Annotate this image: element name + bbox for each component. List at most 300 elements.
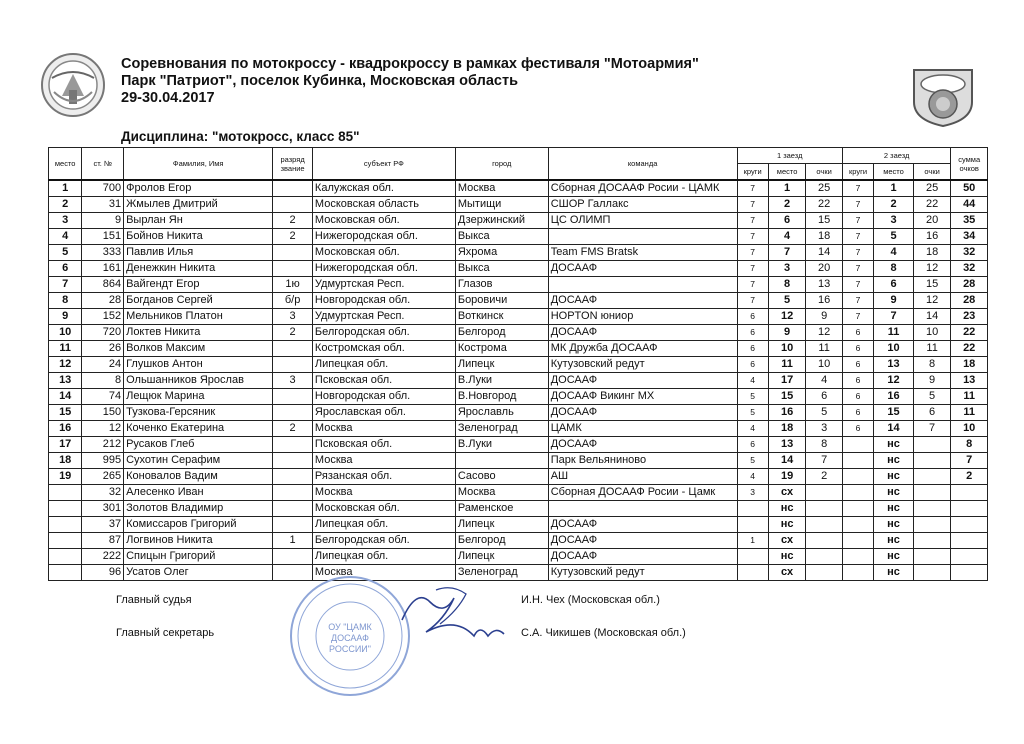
region-cell: Липецкая обл. xyxy=(312,517,455,533)
points-race2-cell: 7 xyxy=(913,421,951,437)
laps-race1-cell: 4 xyxy=(737,421,768,437)
laps-race2-cell xyxy=(842,469,873,485)
team-cell: ДОСААФ xyxy=(548,437,737,453)
team-cell: ЦС ОЛИМП xyxy=(548,213,737,229)
rank-cell: 1 xyxy=(273,533,313,549)
table-row xyxy=(49,389,988,405)
rank-cell: б/р xyxy=(273,293,313,309)
svg-text:РОССИИ": РОССИИ" xyxy=(329,644,371,654)
laps-race1-cell: 7 xyxy=(737,229,768,245)
city-cell: Зеленоград xyxy=(455,421,548,437)
place-cell: 14 xyxy=(49,389,82,405)
region-cell: Костромская обл. xyxy=(312,341,455,357)
place-race2-cell: 5 xyxy=(874,229,914,245)
place-race1-cell: 11 xyxy=(768,357,806,373)
total-points-cell: 28 xyxy=(951,293,988,309)
competition-title: Соревнования по мотокроссу - квадрокроссу в рамках фестиваля "Мотоармия" xyxy=(121,56,699,72)
points-race2-cell xyxy=(913,469,951,485)
athlete-name-cell: Ольшанников Ярослав xyxy=(124,373,273,389)
place-race1-cell: 9 xyxy=(768,325,806,341)
team-cell: ДОСААФ xyxy=(548,373,737,389)
points-race1-cell: 8 xyxy=(806,437,843,453)
athlete-name-cell: Коновалов Вадим xyxy=(124,469,273,485)
start-number-cell: 151 xyxy=(82,229,124,245)
city-cell: Выкса xyxy=(455,229,548,245)
team-cell: АШ xyxy=(548,469,737,485)
header-laps-1: круги xyxy=(737,164,768,181)
laps-race1-cell: 5 xyxy=(737,453,768,469)
judge-label: Главный судья xyxy=(116,594,192,606)
laps-race1-cell: 3 xyxy=(737,485,768,501)
header-rank: разряд звание xyxy=(273,148,313,181)
rank-cell xyxy=(273,180,313,197)
place-cell: 2 xyxy=(49,197,82,213)
city-cell: Выкса xyxy=(455,261,548,277)
laps-race2-cell xyxy=(842,565,873,581)
start-number-cell: 96 xyxy=(82,565,124,581)
team-cell: Сборная ДОСААФ Росии - Цамк xyxy=(548,485,737,501)
place-cell: 9 xyxy=(49,309,82,325)
place-race2-cell: 9 xyxy=(874,293,914,309)
points-race2-cell: 8 xyxy=(913,357,951,373)
header-number: ст. № xyxy=(82,148,124,181)
place-race1-cell: 17 xyxy=(768,373,806,389)
points-race1-cell: 14 xyxy=(806,245,843,261)
rank-cell xyxy=(273,485,313,501)
city-cell: Воткинск xyxy=(455,309,548,325)
laps-race2-cell: 7 xyxy=(842,229,873,245)
team-cell: ДОСААФ Викинг МХ xyxy=(548,389,737,405)
header-total: сумма очков xyxy=(951,148,988,181)
city-cell: Сасово xyxy=(455,469,548,485)
points-race1-cell: 11 xyxy=(806,341,843,357)
place-cell xyxy=(49,485,82,501)
start-number-cell: 150 xyxy=(82,405,124,421)
table-row xyxy=(49,437,988,453)
rank-cell xyxy=(273,261,313,277)
place-race1-cell: 3 xyxy=(768,261,806,277)
place-cell: 12 xyxy=(49,357,82,373)
points-race2-cell: 15 xyxy=(913,277,951,293)
points-race2-cell xyxy=(913,485,951,501)
judge-name: И.Н. Чех (Московская обл.) xyxy=(521,594,660,606)
laps-race1-cell: 4 xyxy=(737,373,768,389)
start-number-cell: 161 xyxy=(82,261,124,277)
start-number-cell: 32 xyxy=(82,485,124,501)
laps-race1-cell xyxy=(737,549,768,565)
total-points-cell: 50 xyxy=(951,180,988,197)
place-race2-cell: нс xyxy=(874,437,914,453)
start-number-cell: 87 xyxy=(82,533,124,549)
place-cell: 6 xyxy=(49,261,82,277)
city-cell: Дзержинский xyxy=(455,213,548,229)
laps-race1-cell: 6 xyxy=(737,341,768,357)
start-number-cell: 333 xyxy=(82,245,124,261)
place-race1-cell: 8 xyxy=(768,277,806,293)
total-points-cell: 13 xyxy=(951,373,988,389)
table-row xyxy=(49,341,988,357)
rank-cell: 3 xyxy=(273,309,313,325)
athlete-name-cell: Сухотин Серафим xyxy=(124,453,273,469)
city-cell: Мытищи xyxy=(455,197,548,213)
place-race1-cell: нс xyxy=(768,501,806,517)
header-pts-1: очки xyxy=(806,164,843,181)
points-race2-cell: 22 xyxy=(913,197,951,213)
rank-cell xyxy=(273,197,313,213)
place-race1-cell: 16 xyxy=(768,405,806,421)
place-race1-cell: 7 xyxy=(768,245,806,261)
start-number-cell: 74 xyxy=(82,389,124,405)
start-number-cell: 9 xyxy=(82,213,124,229)
place-race2-cell: 7 xyxy=(874,309,914,325)
rank-cell xyxy=(273,501,313,517)
laps-race1-cell: 5 xyxy=(737,405,768,421)
start-number-cell: 864 xyxy=(82,277,124,293)
athlete-name-cell: Комиссаров Григорий xyxy=(124,517,273,533)
points-race2-cell: 12 xyxy=(913,293,951,309)
place-cell: 1 xyxy=(49,180,82,197)
total-points-cell xyxy=(951,533,988,549)
start-number-cell: 995 xyxy=(82,453,124,469)
place-race1-cell: нс xyxy=(768,517,806,533)
svg-text:ДОСААФ: ДОСААФ xyxy=(331,633,369,643)
laps-race1-cell: 6 xyxy=(737,437,768,453)
rank-cell xyxy=(273,245,313,261)
place-race2-cell: 6 xyxy=(874,277,914,293)
laps-race2-cell: 7 xyxy=(842,213,873,229)
total-points-cell: 32 xyxy=(951,261,988,277)
table-row xyxy=(49,213,988,229)
region-cell: Калужская обл. xyxy=(312,180,455,197)
rank-cell xyxy=(273,517,313,533)
team-cell xyxy=(548,501,737,517)
region-cell: Москва xyxy=(312,485,455,501)
laps-race1-cell: 7 xyxy=(737,213,768,229)
event-date: 29-30.04.2017 xyxy=(121,90,215,106)
place-cell: 19 xyxy=(49,469,82,485)
dosaaf-logo xyxy=(40,52,106,118)
city-cell xyxy=(455,453,548,469)
region-cell: Псковская обл. xyxy=(312,437,455,453)
athlete-name-cell: Вайгендт Егор xyxy=(124,277,273,293)
place-cell: 18 xyxy=(49,453,82,469)
points-race1-cell xyxy=(806,533,843,549)
total-points-cell: 35 xyxy=(951,213,988,229)
rank-cell xyxy=(273,389,313,405)
total-points-cell: 23 xyxy=(951,309,988,325)
signature xyxy=(396,580,508,646)
points-race2-cell: 18 xyxy=(913,245,951,261)
header-laps-2: круги xyxy=(842,164,873,181)
total-points-cell xyxy=(951,565,988,581)
document-header xyxy=(121,56,699,107)
team-cell: Парк Вельяниново xyxy=(548,453,737,469)
athlete-name-cell: Бойнов Никита xyxy=(124,229,273,245)
laps-race2-cell: 7 xyxy=(842,261,873,277)
start-number-cell: 212 xyxy=(82,437,124,453)
team-cell xyxy=(548,277,737,293)
points-race2-cell xyxy=(913,533,951,549)
place-cell: 8 xyxy=(49,293,82,309)
results-table xyxy=(48,147,988,581)
city-cell: В.Луки xyxy=(455,373,548,389)
city-cell: Москва xyxy=(455,180,548,197)
points-race1-cell: 12 xyxy=(806,325,843,341)
laps-race2-cell xyxy=(842,533,873,549)
athlete-name-cell: Денежкин Никита xyxy=(124,261,273,277)
place-race2-cell: 12 xyxy=(874,373,914,389)
table-row xyxy=(49,309,988,325)
points-race1-cell: 10 xyxy=(806,357,843,373)
laps-race2-cell: 7 xyxy=(842,245,873,261)
total-points-cell xyxy=(951,517,988,533)
points-race2-cell: 6 xyxy=(913,405,951,421)
place-cell: 17 xyxy=(49,437,82,453)
region-cell: Белгородская обл. xyxy=(312,533,455,549)
venue: Парк "Патриот", поселок Кубинка, Московская область xyxy=(121,73,518,89)
athlete-name-cell: Фролов Егор xyxy=(124,180,273,197)
points-race2-cell xyxy=(913,437,951,453)
total-points-cell: 22 xyxy=(951,341,988,357)
header-name: Фамилия, Имя xyxy=(124,148,273,181)
athlete-name-cell: Логвинов Никита xyxy=(124,533,273,549)
results-body xyxy=(49,180,988,581)
athlete-name-cell: Золотов Владимир xyxy=(124,501,273,517)
start-number-cell: 8 xyxy=(82,373,124,389)
points-race2-cell xyxy=(913,501,951,517)
region-cell: Москва xyxy=(312,421,455,437)
points-race1-cell xyxy=(806,549,843,565)
laps-race1-cell: 5 xyxy=(737,389,768,405)
discipline-title: Дисциплина: "мотокросс, класс 85" xyxy=(121,129,360,144)
place-race1-cell: 1 xyxy=(768,180,806,197)
table-row xyxy=(49,261,988,277)
region-cell: Московская область xyxy=(312,197,455,213)
place-race1-cell: 6 xyxy=(768,213,806,229)
header-region: субъект РФ xyxy=(312,148,455,181)
team-cell: ЦАМК xyxy=(548,421,737,437)
laps-race1-cell: 7 xyxy=(737,277,768,293)
rank-cell xyxy=(273,341,313,357)
total-points-cell xyxy=(951,501,988,517)
city-cell: Белгород xyxy=(455,533,548,549)
laps-race1-cell xyxy=(737,501,768,517)
table-row xyxy=(49,229,988,245)
laps-race1-cell: 7 xyxy=(737,261,768,277)
start-number-cell: 152 xyxy=(82,309,124,325)
city-cell: Яхрома xyxy=(455,245,548,261)
region-cell: Нижегородская обл. xyxy=(312,261,455,277)
team-cell: Team FMS Bratsk xyxy=(548,245,737,261)
laps-race1-cell xyxy=(737,565,768,581)
total-points-cell: 28 xyxy=(951,277,988,293)
athlete-name-cell: Глушков Антон xyxy=(124,357,273,373)
total-points-cell: 2 xyxy=(951,469,988,485)
points-race1-cell: 18 xyxy=(806,229,843,245)
total-points-cell: 44 xyxy=(951,197,988,213)
city-cell: Белгород xyxy=(455,325,548,341)
team-cell xyxy=(548,229,737,245)
laps-race2-cell xyxy=(842,437,873,453)
rank-cell xyxy=(273,357,313,373)
athlete-name-cell: Спицын Григорий xyxy=(124,549,273,565)
points-race1-cell: 2 xyxy=(806,469,843,485)
region-cell: Москва xyxy=(312,565,455,581)
points-race2-cell: 10 xyxy=(913,325,951,341)
rank-cell xyxy=(273,469,313,485)
points-race1-cell: 25 xyxy=(806,180,843,197)
place-race2-cell: 14 xyxy=(874,421,914,437)
place-race2-cell: 1 xyxy=(874,180,914,197)
header-pts-2: очки xyxy=(913,164,951,181)
points-race1-cell: 15 xyxy=(806,213,843,229)
city-cell: В.Новгород xyxy=(455,389,548,405)
total-points-cell: 11 xyxy=(951,389,988,405)
laps-race2-cell: 6 xyxy=(842,357,873,373)
place-cell: 3 xyxy=(49,213,82,229)
points-race1-cell: 22 xyxy=(806,197,843,213)
rank-cell xyxy=(273,549,313,565)
place-cell: 4 xyxy=(49,229,82,245)
place-race2-cell: 16 xyxy=(874,389,914,405)
header-race1: 1 заезд xyxy=(737,148,842,164)
points-race1-cell: 7 xyxy=(806,453,843,469)
start-number-cell: 222 xyxy=(82,549,124,565)
laps-race1-cell: 6 xyxy=(737,309,768,325)
points-race2-cell xyxy=(913,517,951,533)
region-cell: Белгородская обл. xyxy=(312,325,455,341)
place-cell: 15 xyxy=(49,405,82,421)
city-cell: Липецк xyxy=(455,357,548,373)
place-race1-cell: 14 xyxy=(768,453,806,469)
table-row xyxy=(49,533,988,549)
place-race1-cell: 10 xyxy=(768,341,806,357)
rank-cell xyxy=(273,437,313,453)
secretary-label: Главный секретарь xyxy=(116,627,215,639)
team-cell: МК Дружба ДОСААФ xyxy=(548,341,737,357)
place-race2-cell: нс xyxy=(874,549,914,565)
points-race2-cell: 25 xyxy=(913,180,951,197)
start-number-cell: 301 xyxy=(82,501,124,517)
points-race2-cell: 12 xyxy=(913,261,951,277)
city-cell: В.Луки xyxy=(455,437,548,453)
laps-race1-cell: 7 xyxy=(737,197,768,213)
laps-race1-cell: 7 xyxy=(737,245,768,261)
laps-race2-cell: 7 xyxy=(842,309,873,325)
laps-race2-cell: 6 xyxy=(842,373,873,389)
points-race1-cell: 4 xyxy=(806,373,843,389)
table-row xyxy=(49,469,988,485)
region-cell: Ярославская обл. xyxy=(312,405,455,421)
total-points-cell: 7 xyxy=(951,453,988,469)
region-cell: Псковская обл. xyxy=(312,373,455,389)
header-city: город xyxy=(455,148,548,181)
place-race2-cell: нс xyxy=(874,533,914,549)
team-cell: ДОСААФ xyxy=(548,261,737,277)
rank-cell: 2 xyxy=(273,213,313,229)
points-race2-cell: 9 xyxy=(913,373,951,389)
laps-race2-cell: 6 xyxy=(842,389,873,405)
laps-race1-cell xyxy=(737,517,768,533)
place-cell: 11 xyxy=(49,341,82,357)
start-number-cell: 700 xyxy=(82,180,124,197)
team-cell: ДОСААФ xyxy=(548,533,737,549)
city-cell: Липецк xyxy=(455,517,548,533)
team-cell: ДОСААФ xyxy=(548,549,737,565)
place-cell: 5 xyxy=(49,245,82,261)
region-cell: Липецкая обл. xyxy=(312,357,455,373)
total-points-cell: 10 xyxy=(951,421,988,437)
table-row xyxy=(49,565,988,581)
athlete-name-cell: Жмылев Дмитрий xyxy=(124,197,273,213)
total-points-cell: 32 xyxy=(951,245,988,261)
place-race2-cell: нс xyxy=(874,469,914,485)
city-cell: Глазов xyxy=(455,277,548,293)
region-cell: Московская обл. xyxy=(312,245,455,261)
place-race2-cell: нс xyxy=(874,501,914,517)
region-cell: Липецкая обл. xyxy=(312,549,455,565)
table-row xyxy=(49,405,988,421)
header-pos-2: место xyxy=(874,164,914,181)
place-race1-cell: 12 xyxy=(768,309,806,325)
place-race1-cell: сх xyxy=(768,565,806,581)
total-points-cell xyxy=(951,485,988,501)
points-race2-cell: 16 xyxy=(913,229,951,245)
table-row xyxy=(49,245,988,261)
athlete-name-cell: Алесенко Иван xyxy=(124,485,273,501)
place-race1-cell: сх xyxy=(768,485,806,501)
table-row xyxy=(49,421,988,437)
total-points-cell: 22 xyxy=(951,325,988,341)
city-cell: Боровичи xyxy=(455,293,548,309)
place-race2-cell: 11 xyxy=(874,325,914,341)
region-cell: Удмуртская Респ. xyxy=(312,277,455,293)
total-points-cell xyxy=(951,549,988,565)
athlete-name-cell: Русаков Глеб xyxy=(124,437,273,453)
place-cell: 10 xyxy=(49,325,82,341)
total-points-cell: 11 xyxy=(951,405,988,421)
place-race1-cell: 2 xyxy=(768,197,806,213)
rank-cell: 2 xyxy=(273,421,313,437)
region-cell: Новгородская обл. xyxy=(312,389,455,405)
table-row xyxy=(49,517,988,533)
header-race2: 2 заезд xyxy=(842,148,951,164)
athlete-name-cell: Лещюк Марина xyxy=(124,389,273,405)
laps-race2-cell xyxy=(842,549,873,565)
laps-race2-cell: 7 xyxy=(842,277,873,293)
total-points-cell: 18 xyxy=(951,357,988,373)
place-race1-cell: 5 xyxy=(768,293,806,309)
place-race2-cell: нс xyxy=(874,517,914,533)
points-race1-cell: 3 xyxy=(806,421,843,437)
athlete-name-cell: Волков Максим xyxy=(124,341,273,357)
table-row xyxy=(49,485,988,501)
team-cell: ДОСААФ xyxy=(548,293,737,309)
secretary-name: С.А. Чикишев (Московская обл.) xyxy=(521,627,686,639)
header-place: место xyxy=(49,148,82,181)
rank-cell xyxy=(273,405,313,421)
laps-race2-cell xyxy=(842,453,873,469)
header-pos-1: место xyxy=(768,164,806,181)
laps-race1-cell: 1 xyxy=(737,533,768,549)
start-number-cell: 26 xyxy=(82,341,124,357)
athlete-name-cell: Павлив Илья xyxy=(124,245,273,261)
points-race1-cell xyxy=(806,517,843,533)
start-number-cell: 265 xyxy=(82,469,124,485)
laps-race2-cell: 6 xyxy=(842,421,873,437)
region-cell: Рязанская обл. xyxy=(312,469,455,485)
table-row xyxy=(49,501,988,517)
